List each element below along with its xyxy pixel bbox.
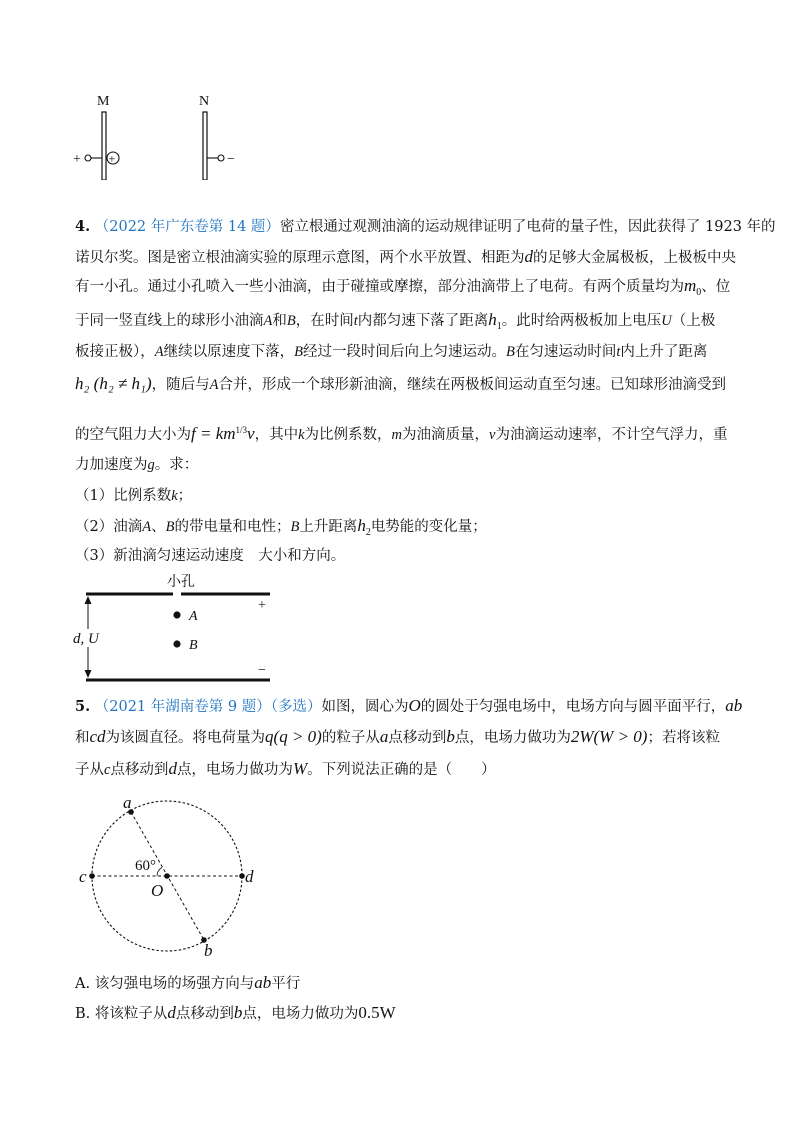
q5-option-b — [75, 1003, 396, 1024]
text-run: 内上升了距离 — [620, 344, 708, 360]
text-run: a — [379, 727, 389, 746]
text-run: 如图，圆心为 — [321, 699, 409, 715]
text-run: A — [209, 377, 219, 393]
point-d — [239, 873, 245, 879]
q5-number: 5. — [75, 698, 91, 715]
text-run: 和 — [75, 730, 90, 746]
text-run: 1/3 — [235, 425, 248, 435]
drop-b — [173, 640, 180, 647]
angle-label: 60° — [135, 858, 156, 874]
q5-option-a — [75, 973, 300, 994]
text-run: 、 — [151, 519, 166, 535]
angle-arc — [157, 868, 162, 877]
text-run: 上升距离 — [299, 519, 358, 535]
text-run: 力加速度为 — [75, 457, 148, 473]
text-run: 密立根通过观测油滴的运动规律证明了电荷的量子性，因此获得了 1923 年的 — [279, 219, 776, 235]
label-a: a — [123, 793, 132, 812]
text-run: 内都匀速下落了距离 — [357, 313, 489, 329]
text-run: B — [294, 344, 303, 360]
text-run: cd — [89, 727, 106, 746]
text-run: 。求： — [154, 457, 199, 473]
q4-sub-3 — [75, 546, 345, 566]
text-run: （1）比例系数 — [75, 488, 172, 504]
circle-figure — [75, 790, 275, 960]
minus-terminal — [218, 155, 224, 161]
plate-m — [102, 112, 106, 180]
text-run: 点，电场力做功为 — [242, 1006, 359, 1022]
text-run: f = km — [191, 423, 236, 443]
text-run: h — [357, 516, 366, 535]
plus-terminal-sign: + — [73, 152, 81, 167]
text-run: ； — [177, 488, 193, 504]
text-run: 和 — [272, 313, 287, 329]
point-c — [89, 873, 95, 879]
text-run: 经过一段时间后向上匀速运动。 — [302, 344, 506, 360]
text-run: A — [142, 519, 152, 535]
mn-plates-figure — [65, 90, 265, 180]
text-run: k — [171, 488, 178, 504]
text-run: d — [168, 759, 177, 778]
text-run: A. 该匀强电场的场强方向与 — [75, 976, 255, 992]
q4-line-6 — [75, 374, 726, 395]
text-run: d — [524, 247, 533, 266]
dU-label: d, U — [73, 631, 99, 647]
hole-label: 小孔 — [167, 574, 195, 590]
q5-line-3 — [75, 759, 496, 780]
text-run: c — [104, 762, 111, 778]
text-run: 的空气阻力大小为 — [75, 426, 191, 443]
text-run: （2）油滴 — [75, 519, 143, 535]
text-run: 0 — [696, 286, 702, 298]
text-run: 于同一竖直线上的球形小油滴 — [75, 313, 264, 329]
q4-number: 4. — [75, 218, 91, 235]
drop-b-label: B — [189, 638, 198, 653]
text-run: B. 将该粒子从 — [75, 1006, 168, 1022]
text-run: （上极 — [671, 313, 716, 329]
text-run: 。下列说法正确的是（ ） — [307, 762, 496, 778]
label-m: M — [97, 94, 110, 109]
q5-tag: （多选） — [270, 699, 322, 715]
text-run: 的圆处于匀强电场中，电场方向与圆平面平行， — [420, 699, 726, 715]
text-run: 的足够大金属极板，上极板中央 — [533, 250, 736, 266]
text-run: B — [290, 519, 300, 535]
q4-line-2 — [75, 247, 736, 268]
text-run: k — [298, 426, 305, 443]
drop-a — [173, 611, 180, 618]
text-run: ab — [254, 973, 272, 992]
text-run: v — [489, 426, 496, 443]
text-run: b — [233, 1003, 243, 1022]
q4-line-3 — [75, 276, 730, 303]
text-run: ，在时间 — [295, 313, 354, 329]
q5-line-2 — [75, 727, 720, 748]
text-run: 平行 — [271, 976, 301, 992]
text-run: v — [247, 423, 255, 443]
q5-line-1 — [75, 696, 742, 717]
text-run: m — [684, 276, 697, 295]
text-run: h — [488, 310, 497, 329]
text-run: m — [391, 426, 403, 443]
text-run: 点移动到 — [388, 730, 447, 746]
q5-source: （2021 年湖南卷第 9 题） — [94, 699, 271, 715]
text-run: U — [661, 313, 672, 329]
q4-sub-2 — [75, 516, 487, 543]
text-run: 2 — [365, 526, 371, 538]
text-run: 为该圆直径。将电荷量为 — [105, 730, 266, 746]
text-run: 点移动到 — [110, 762, 169, 778]
text-run: 2W(W > 0) — [570, 727, 648, 746]
point-o — [164, 873, 170, 879]
text-run: h₂ (h₂ ≠ h₁) — [75, 374, 152, 393]
minus-terminal-sign: − — [227, 152, 235, 167]
text-run: 为油滴运动速率，不计空气浮力，重 — [495, 426, 728, 443]
q4-line-7 — [75, 420, 727, 445]
label-c: c — [79, 867, 87, 886]
q4-line-8 — [75, 455, 198, 475]
ion-sign: + — [108, 151, 116, 166]
text-run: 的带电量和电性； — [174, 519, 291, 535]
text-run: b — [446, 727, 455, 746]
label-d: d — [245, 867, 254, 886]
text-run: ab — [725, 696, 743, 715]
text-run: t — [353, 313, 358, 329]
text-run: 诺贝尔奖。图是密立根油滴实验的原理示意图，两个水平放置、相距为 — [75, 250, 525, 266]
label-o: O — [151, 881, 164, 900]
q4-line-1 — [75, 217, 776, 237]
text-run: d — [167, 1003, 176, 1022]
plus-terminal — [85, 155, 91, 161]
lower-minus: − — [258, 663, 266, 678]
q4-source: （2022 年广东卷第 14 题） — [94, 219, 280, 235]
text-run: 继续以原速度下落， — [163, 344, 295, 360]
text-run: B — [165, 519, 175, 535]
text-run: 1 — [496, 320, 502, 332]
text-run: 电势能的变化量； — [370, 519, 487, 535]
text-run: 的粒子从 — [321, 730, 380, 746]
text-run: 子从 — [75, 762, 104, 778]
text-run: 板接正极）， — [75, 344, 155, 360]
text-run: 。此时给两极板加上电压 — [501, 313, 662, 329]
text-run: 为油滴质量， — [402, 426, 490, 443]
q4-line-5 — [75, 342, 707, 362]
text-run: ；若将该粒 — [647, 730, 720, 746]
text-run: A — [154, 344, 164, 360]
text-run: 合并，形成一个球形新油滴，继续在两极板间运动直至匀速。已知球形油滴受到 — [218, 377, 726, 393]
text-run: 点，电场力做功为 — [454, 730, 571, 746]
label-n: N — [199, 94, 210, 109]
plate-n — [203, 112, 207, 180]
upper-plus: + — [258, 598, 266, 613]
text-run: A — [263, 313, 273, 329]
text-run: 在匀速运动时间 — [514, 344, 617, 360]
text-run: g — [147, 457, 155, 473]
text-run: 0.5W — [358, 1003, 396, 1022]
text-run: （3）新油滴匀速运动速度 大小和方向。 — [75, 548, 346, 564]
text-run: ，随后与 — [151, 377, 210, 393]
text-run: ，其中 — [254, 426, 299, 443]
text-run: W — [292, 759, 308, 778]
text-run: 点，电场力做功为 — [176, 762, 293, 778]
q4-line-4 — [75, 310, 715, 337]
text-run: B — [505, 344, 515, 360]
text-run: t — [616, 344, 621, 360]
text-run: B — [286, 313, 296, 329]
parallel-plates-figure — [70, 570, 280, 690]
q4-sub-1 — [75, 486, 192, 506]
label-b: b — [204, 941, 213, 960]
text-run: 有一小孔。通过小孔喷入一些小油滴，由于碰撞或摩擦，部分油滴带上了电荷。有两个质量均为 — [75, 279, 684, 295]
text-run: 为比例系数， — [304, 426, 392, 443]
text-run: 、位 — [701, 279, 731, 295]
text-run: 点移动到 — [175, 1006, 234, 1022]
text-run: O — [408, 696, 421, 715]
drop-a-label: A — [189, 609, 198, 624]
text-run: q(q > 0) — [265, 727, 322, 746]
